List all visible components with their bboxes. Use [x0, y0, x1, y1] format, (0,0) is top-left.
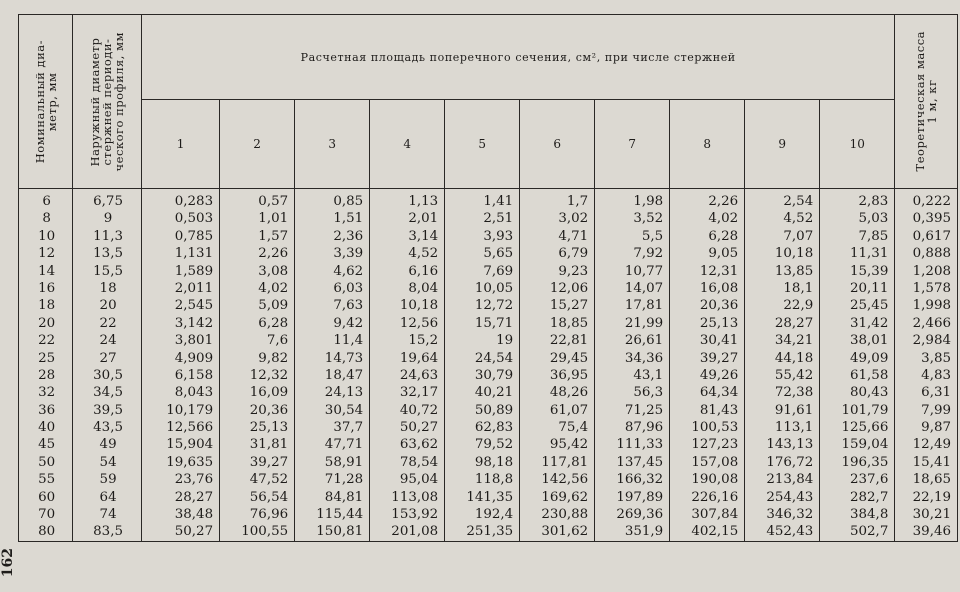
table-cell: 137,45	[616, 454, 664, 470]
table-cell: 12,566	[166, 420, 214, 436]
table-cell: 25,45	[850, 298, 889, 314]
table-cell: 9,82	[258, 350, 289, 366]
table-cell: 282,7	[850, 489, 889, 505]
table-cell: 13,5	[93, 246, 123, 262]
table-cell: 61,58	[850, 367, 889, 383]
table-cell: 24,63	[399, 367, 439, 383]
table-cell: 0,617	[912, 228, 951, 244]
table-cell: 21,99	[624, 315, 664, 331]
table-cell: 351,9	[624, 524, 664, 540]
bar-count-header: 8	[670, 100, 745, 189]
table-cell: 13,85	[774, 263, 814, 279]
table-cell: 15,41	[912, 454, 951, 470]
table-cell: 12,31	[699, 263, 739, 279]
table-cell: 43,5	[93, 420, 123, 436]
table-cell: 30,21	[912, 507, 951, 523]
bar-count-header: 7	[595, 100, 670, 189]
table-cell: 1,57	[258, 228, 289, 244]
table-cell: 6,75	[93, 194, 123, 209]
table-cell: 87,96	[624, 420, 664, 436]
table-cell: 78,54	[399, 454, 439, 470]
table-cell: 7,63	[333, 298, 364, 314]
header-outer-diameter-text: Наружный диаметр стержней периоди- ческого профиля, мм	[88, 31, 127, 172]
table-cell: 91,61	[774, 402, 814, 418]
table-cell: 11,3	[93, 228, 123, 244]
table-cell: 6,28	[708, 228, 739, 244]
table-cell: 22	[99, 315, 117, 331]
table-cell: 166,32	[616, 472, 664, 488]
table-cell: 10,179	[166, 402, 214, 418]
table-cell: 0,785	[174, 228, 214, 244]
table-cell: 3,93	[483, 228, 514, 244]
bar-count-header: 1	[141, 100, 219, 189]
table-column-12	[895, 189, 958, 542]
table-cell: 6,28	[258, 315, 289, 331]
bar-count-header: 5	[445, 100, 520, 189]
table-column-6	[445, 189, 520, 542]
table-cell: 4,02	[258, 280, 289, 296]
table-cell: 237,6	[850, 472, 889, 488]
table-cell: 20	[99, 298, 117, 314]
table-cell: 402,15	[691, 524, 739, 540]
table-cell: 20,36	[249, 402, 289, 418]
table-cell: 502,7	[850, 524, 889, 540]
table-cell: 40	[38, 420, 56, 436]
table-cell: 254,43	[766, 489, 814, 505]
table-cell: 14	[38, 263, 56, 279]
table-cell: 3,08	[258, 263, 289, 279]
table-cell: 40,72	[399, 402, 439, 418]
table-cell: 2,466	[912, 315, 951, 331]
table-column-7	[520, 189, 595, 542]
table-cell: 1,13	[408, 194, 439, 209]
table-cell: 25,13	[699, 315, 739, 331]
table-cell: 7,69	[483, 263, 514, 279]
table-cell: 2,51	[483, 211, 514, 227]
header-nominal-diameter-text: Номинальный диа- метр, мм	[32, 39, 59, 164]
bar-count-header-row	[19, 100, 958, 189]
table-cell: 60	[38, 489, 56, 505]
table-cell: 49	[99, 437, 117, 453]
table-cell: 38,48	[174, 507, 214, 523]
table-cell: 125,66	[841, 420, 889, 436]
rebar-area-table	[18, 14, 958, 542]
table-cell: 18,1	[783, 280, 814, 296]
table-column-10	[745, 189, 820, 542]
table-column-1	[73, 189, 142, 542]
table-cell: 38,01	[850, 333, 889, 349]
table-cell: 79,52	[474, 437, 514, 453]
table-cell: 1,01	[258, 211, 289, 227]
table-cell: 22,81	[549, 333, 589, 349]
table-cell: 95,04	[399, 472, 439, 488]
table-cell: 11,31	[850, 246, 889, 262]
table-cell: 71,25	[624, 402, 664, 418]
table-cell: 5,65	[483, 246, 514, 262]
table-cell: 18	[38, 298, 56, 314]
page-number: 162	[0, 548, 16, 578]
table-column-8	[595, 189, 670, 542]
table-cell: 190,08	[691, 472, 739, 488]
table-cell: 6,16	[408, 263, 439, 279]
table-cell: 39,27	[699, 350, 739, 366]
table-cell: 118,8	[474, 472, 514, 488]
table-cell: 1,578	[912, 280, 951, 296]
table-cell: 9,42	[333, 315, 364, 331]
bar-count-header: 4	[370, 100, 445, 189]
table-cell: 100,53	[691, 420, 739, 436]
table-cell: 39,27	[249, 454, 289, 470]
table-cell: 213,84	[766, 472, 814, 488]
table-column-3	[220, 189, 295, 542]
table-column-0	[19, 189, 73, 542]
table-cell: 39,46	[912, 524, 951, 540]
table-cell: 30,54	[324, 402, 364, 418]
table-cell: 4,71	[558, 228, 589, 244]
table-cell: 4,909	[174, 350, 214, 366]
table-column-4	[295, 189, 370, 542]
table-cell: 2,83	[858, 194, 889, 209]
table-cell: 30,79	[474, 367, 514, 383]
table-cell: 25,13	[249, 420, 289, 436]
header-theoretical-mass	[895, 15, 958, 189]
table-cell: 62,83	[474, 420, 514, 436]
table-cell: 7,85	[858, 228, 889, 244]
table-cell: 141,35	[466, 489, 514, 505]
table-cell: 26,61	[624, 333, 664, 349]
table-cell: 32,17	[399, 385, 439, 401]
table-cell: 3,14	[408, 228, 439, 244]
table-cell: 12,32	[249, 367, 289, 383]
table-cell: 50,89	[474, 402, 514, 418]
table-cell: 9,05	[708, 246, 739, 262]
table-cell: 16,08	[699, 280, 739, 296]
table-cell: 28,27	[774, 315, 814, 331]
table-cell: 12	[38, 246, 56, 262]
table-cell: 6,79	[558, 246, 589, 262]
bar-count-header: 3	[295, 100, 370, 189]
table-cell: 23,76	[174, 472, 214, 488]
table-cell: 22	[38, 333, 56, 349]
table-cell: 3,52	[633, 211, 664, 227]
table-cell: 31,81	[249, 437, 289, 453]
table-cell: 8,043	[174, 385, 214, 401]
table-cell: 64	[99, 489, 117, 505]
header-nominal-diameter	[19, 15, 73, 189]
table-cell: 15,71	[474, 315, 514, 331]
table-cell: 37,7	[333, 420, 364, 436]
table-cell: 29,45	[549, 350, 589, 366]
table-cell: 47,52	[249, 472, 289, 488]
table-cell: 84,81	[324, 489, 364, 505]
table-cell: 50	[38, 454, 56, 470]
table-cell: 2,54	[783, 194, 814, 209]
table-cell: 12,06	[549, 280, 589, 296]
header-outer-diameter	[73, 15, 142, 189]
table-cell: 49,09	[850, 350, 889, 366]
table-cell: 201,08	[391, 524, 439, 540]
table-cell: 153,92	[391, 507, 439, 523]
table-cell: 61,07	[549, 402, 589, 418]
table-cell: 176,72	[766, 454, 814, 470]
table-cell: 18,47	[324, 367, 364, 383]
table-cell: 55	[38, 472, 56, 488]
table-cell: 0,85	[333, 194, 364, 209]
table-cell: 3,39	[333, 246, 364, 262]
table-cell: 9,23	[558, 263, 589, 279]
table-cell: 2,36	[333, 228, 364, 244]
table-column-11	[820, 189, 895, 542]
table-cell: 384,8	[850, 507, 889, 523]
table-cell: 44,18	[774, 350, 814, 366]
table-cell: 56,3	[633, 385, 664, 401]
table-cell: 71,28	[324, 472, 364, 488]
table-cell: 18	[99, 280, 117, 296]
table-cell: 4,83	[921, 367, 951, 383]
table-cell: 30,5	[93, 367, 123, 383]
table-cell: 7,99	[921, 402, 951, 418]
table-cell: 4,02	[708, 211, 739, 227]
table-cell: 192,4	[474, 507, 514, 523]
table-cell: 157,08	[691, 454, 739, 470]
table-cell: 31,42	[850, 315, 889, 331]
table-cell: 24	[99, 333, 117, 349]
table-cell: 74	[99, 507, 117, 523]
table-cell: 150,81	[316, 524, 364, 540]
table-cell: 101,79	[841, 402, 889, 418]
table-cell: 22,9	[783, 298, 814, 314]
table-cell: 83,5	[93, 524, 123, 540]
table-cell: 34,21	[774, 333, 814, 349]
table-cell: 54	[99, 454, 117, 470]
table-cell: 169,62	[541, 489, 589, 505]
table-cell: 20,11	[850, 280, 889, 296]
table-cell: 1,589	[174, 263, 214, 279]
table-cell: 8,04	[408, 280, 439, 296]
table-cell: 113,1	[774, 420, 814, 436]
table-cell: 10,18	[774, 246, 814, 262]
table-cell: 10	[38, 228, 56, 244]
table-cell: 159,04	[841, 437, 889, 453]
table-cell: 12,56	[399, 315, 439, 331]
table-cell: 251,35	[466, 524, 514, 540]
table-cell: 3,02	[558, 211, 589, 227]
table-cell: 59	[99, 472, 117, 488]
table-cell: 7,07	[783, 228, 814, 244]
table-cell: 3,142	[174, 315, 214, 331]
table-cell: 0,888	[912, 246, 951, 262]
table-cell: 2,011	[174, 280, 214, 296]
table-cell: 70	[38, 507, 56, 523]
table-cell: 17,81	[624, 298, 664, 314]
table-cell: 36	[38, 402, 56, 418]
table-cell: 32	[38, 385, 56, 401]
table-cell: 1,7	[566, 194, 589, 209]
table-cell: 5,5	[641, 228, 664, 244]
table-cell: 15,5	[93, 263, 123, 279]
table-cell: 95,42	[549, 437, 589, 453]
table-cell: 15,27	[549, 298, 589, 314]
table-cell: 269,36	[616, 507, 664, 523]
table-cell: 16,09	[249, 385, 289, 401]
table-cell: 117,81	[541, 454, 589, 470]
table-cell: 49,26	[699, 367, 739, 383]
table-cell: 346,32	[766, 507, 814, 523]
table-cell: 0,57	[258, 194, 289, 209]
table-cell: 36,95	[549, 367, 589, 383]
table-cell: 6	[42, 194, 51, 209]
table-cell: 100,55	[241, 524, 289, 540]
table-cell: 58,91	[324, 454, 364, 470]
table-cell: 230,88	[541, 507, 589, 523]
bar-count-header: 6	[520, 100, 595, 189]
table-cell: 8	[42, 211, 51, 227]
table-cell: 45	[38, 437, 56, 453]
table-cell: 5,03	[858, 211, 889, 227]
table-cell: 0,503	[174, 211, 214, 227]
table-cell: 25	[38, 350, 56, 366]
table-cell: 18,65	[912, 472, 951, 488]
table-cell: 22,19	[912, 489, 951, 505]
table-column-9	[670, 189, 745, 542]
table-cell: 1,98	[633, 194, 664, 209]
table-cell: 14,07	[624, 280, 664, 296]
table-cell: 20,36	[699, 298, 739, 314]
table-cell: 143,13	[766, 437, 814, 453]
table-body-row	[19, 189, 958, 542]
table-cell: 56,54	[249, 489, 289, 505]
table-cell: 20	[38, 315, 56, 331]
table-cell: 5,09	[258, 298, 289, 314]
table-cell: 40,21	[474, 385, 514, 401]
table-cell: 47,71	[324, 437, 364, 453]
table-cell: 80,43	[850, 385, 889, 401]
table-cell: 2,984	[912, 333, 951, 349]
table-cell: 7,92	[633, 246, 664, 262]
table-cell: 16	[38, 280, 56, 296]
table-cell: 43,1	[633, 367, 664, 383]
table-cell: 142,56	[541, 472, 589, 488]
table-cell: 4,52	[408, 246, 439, 262]
table-cell: 39,5	[93, 402, 123, 418]
bar-count-header: 2	[220, 100, 295, 189]
table-cell: 4,62	[333, 263, 364, 279]
table-cell: 80	[38, 524, 56, 540]
table-cell: 115,44	[316, 507, 364, 523]
table-cell: 307,84	[691, 507, 739, 523]
table-cell: 1,208	[912, 263, 951, 279]
table-cell: 196,35	[841, 454, 889, 470]
table-cell: 34,36	[624, 350, 664, 366]
table-cell: 18,85	[549, 315, 589, 331]
table-cell: 50,27	[174, 524, 214, 540]
table-cell: 28,27	[174, 489, 214, 505]
table-cell: 48,26	[549, 385, 589, 401]
table-cell: 1,41	[483, 194, 514, 209]
table-cell: 55,42	[774, 367, 814, 383]
table-cell: 2,26	[258, 246, 289, 262]
table-cell: 10,05	[474, 280, 514, 296]
table-cell: 3,801	[174, 333, 214, 349]
table-cell: 3,85	[921, 350, 951, 366]
table-cell: 50,27	[399, 420, 439, 436]
table-cell: 2,01	[408, 211, 439, 227]
header-cross-section-area: Расчетная площадь поперечного сечения, см², при числе стержней	[141, 15, 894, 100]
table-cell: 1,998	[912, 298, 951, 314]
table-cell: 12,72	[474, 298, 514, 314]
table-cell: 14,73	[324, 350, 364, 366]
table-cell: 98,18	[474, 454, 514, 470]
table-cell: 30,41	[699, 333, 739, 349]
table-cell: 19	[496, 333, 514, 349]
table-cell: 76,96	[249, 507, 289, 523]
table-cell: 64,34	[699, 385, 739, 401]
table-cell: 113,08	[391, 489, 439, 505]
table-cell: 111,33	[616, 437, 664, 453]
table-cell: 28	[38, 367, 56, 383]
header-theoretical-mass-text: Теоретическая масса 1 м, кг	[913, 31, 940, 172]
table-cell: 2,26	[708, 194, 739, 209]
table-cell: 81,43	[699, 402, 739, 418]
table-cell: 75,4	[558, 420, 589, 436]
table-cell: 34,5	[93, 385, 123, 401]
table-cell: 2,545	[174, 298, 214, 314]
table-cell: 226,16	[691, 489, 739, 505]
bar-count-header: 9	[745, 100, 820, 189]
table-cell: 12,49	[912, 437, 951, 453]
table-cell: 10,77	[624, 263, 664, 279]
table-cell: 1,131	[174, 246, 214, 262]
table-cell: 301,62	[541, 524, 589, 540]
table-cell: 0,283	[174, 194, 214, 209]
table-cell: 24,54	[474, 350, 514, 366]
table-cell: 19,635	[166, 454, 214, 470]
table-cell: 10,18	[399, 298, 439, 314]
table-column-2	[141, 189, 219, 542]
table-cell: 19,64	[399, 350, 439, 366]
table-cell: 72,38	[774, 385, 814, 401]
table-cell: 9	[103, 211, 113, 227]
table-cell: 9,87	[921, 420, 951, 436]
table-cell: 197,89	[616, 489, 664, 505]
table-column-5	[370, 189, 445, 542]
table-cell: 452,43	[766, 524, 814, 540]
table-cell: 11,4	[333, 333, 364, 349]
bar-count-header: 10	[820, 100, 895, 189]
table-cell: 27	[99, 350, 117, 366]
table-cell: 127,23	[691, 437, 739, 453]
table-cell: 15,904	[166, 437, 214, 453]
table-cell: 6,03	[333, 280, 364, 296]
table-cell: 0,395	[912, 211, 951, 227]
table-cell: 15,2	[408, 333, 439, 349]
table-cell: 6,31	[921, 385, 951, 401]
table-cell: 63,62	[399, 437, 439, 453]
table-cell: 0,222	[912, 194, 951, 209]
table-cell: 6,158	[174, 367, 214, 383]
table-cell: 24,13	[324, 385, 364, 401]
table-cell: 15,39	[850, 263, 889, 279]
table-cell: 1,51	[333, 211, 364, 227]
table-cell: 7,6	[266, 333, 289, 349]
table-cell: 4,52	[783, 211, 814, 227]
